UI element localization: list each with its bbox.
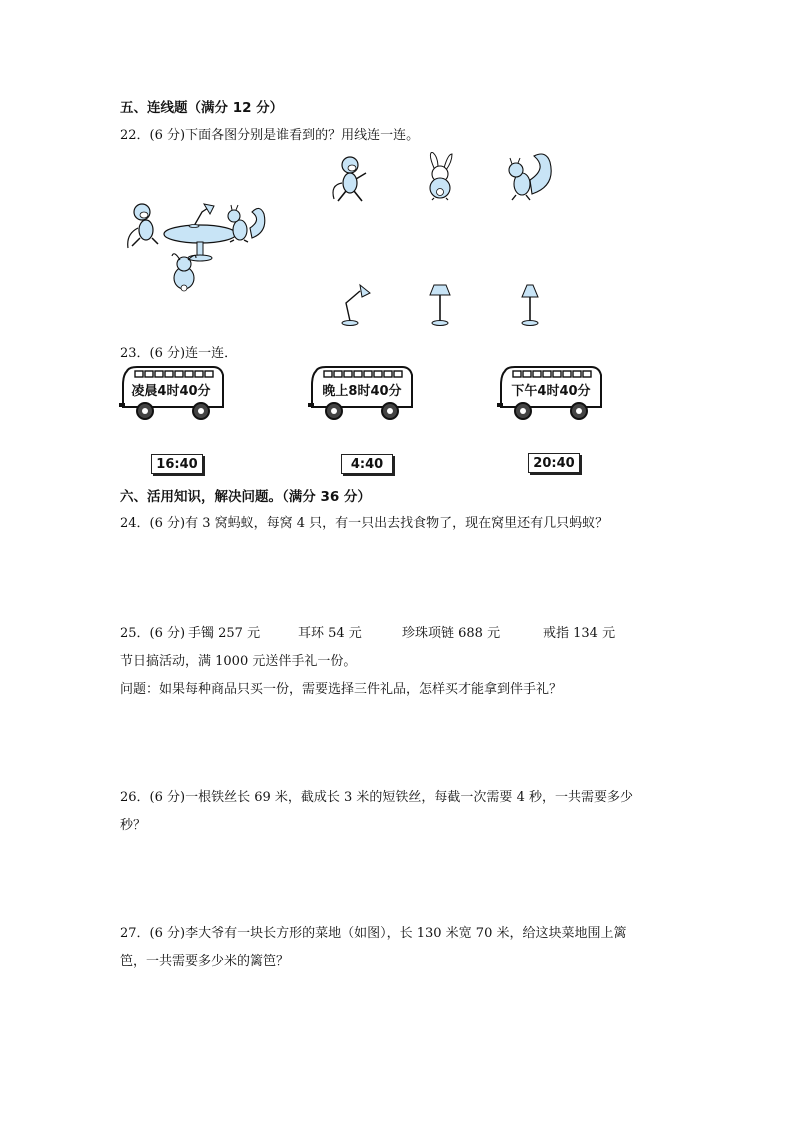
item-ring: 戒指 134 元 — [543, 626, 616, 641]
question-25-line2: 节日搞活动，满 1000 元送伴手礼一份。 — [120, 654, 357, 669]
rabbit-view-figure[interactable] — [420, 152, 460, 202]
squirrel-view-figure[interactable] — [502, 150, 556, 206]
item-bracelet: 手镯 257 元 — [188, 626, 261, 641]
bus-label-3: 下午4时40分 — [511, 383, 591, 399]
bus-card-3[interactable] — [495, 365, 605, 425]
question-22: 22．(6 分)下面各图分别是谁看到的？用线连一连。 — [120, 128, 420, 143]
section-title-6: 六、活用知识，解决问题。（满分 36 分） — [120, 489, 371, 505]
question-26-line2: 秒？ — [120, 818, 147, 833]
table-lamp — [189, 204, 214, 228]
bus-label-2: 晚上8时40分 — [322, 383, 402, 399]
monkey-figure — [128, 204, 158, 248]
item-necklace: 珍珠项链 688 元 — [402, 626, 501, 641]
section-title-5: 五、连线题（满分 12 分） — [120, 100, 284, 116]
item-earrings: 耳环 54 元 — [298, 626, 362, 641]
bus-card-2[interactable] — [306, 365, 416, 425]
question-27-line2: 笆，一共需要多少米的篱笆？ — [120, 954, 290, 969]
lamp-back-view[interactable] — [516, 283, 544, 329]
time-box-1[interactable]: 16:40 — [151, 454, 203, 474]
monkey-view-figure[interactable] — [328, 155, 374, 207]
lamp-front-view[interactable] — [426, 283, 454, 329]
scene-table-animals — [118, 198, 278, 296]
bus-card-1[interactable] — [117, 365, 227, 425]
question-23: 23．(6 分)连一连． — [120, 346, 238, 361]
lamp-side-view[interactable] — [334, 283, 374, 329]
question-25-line3: 问题：如果每种商品只买一份，需要选择三件礼品，怎样买才能拿到伴手礼？ — [120, 682, 563, 697]
round-table — [164, 225, 236, 261]
time-box-3[interactable]: 20:40 — [528, 453, 580, 473]
question-24: 24．(6 分)有 3 窝蚂蚁，每窝 4 只，有一只出去找食物了，现在窝里还有几只蚂蚁？ — [120, 516, 609, 531]
question-26-line1: 26．(6 分)一根铁丝长 69 米，截成长 3 米的短铁丝，每截一次需要 4 秒，一共需要多少 — [120, 790, 633, 805]
time-box-2[interactable]: 4:40 — [341, 454, 393, 474]
question-27-line1: 27．(6 分)李大爷有一块长方形的菜地（如图），长 130 米宽 70 米，给这块菜地围上篱 — [120, 926, 627, 941]
question-25-prefix: 25．(6 分) — [120, 626, 186, 641]
bus-label-1: 凌晨4时40分 — [131, 383, 211, 399]
